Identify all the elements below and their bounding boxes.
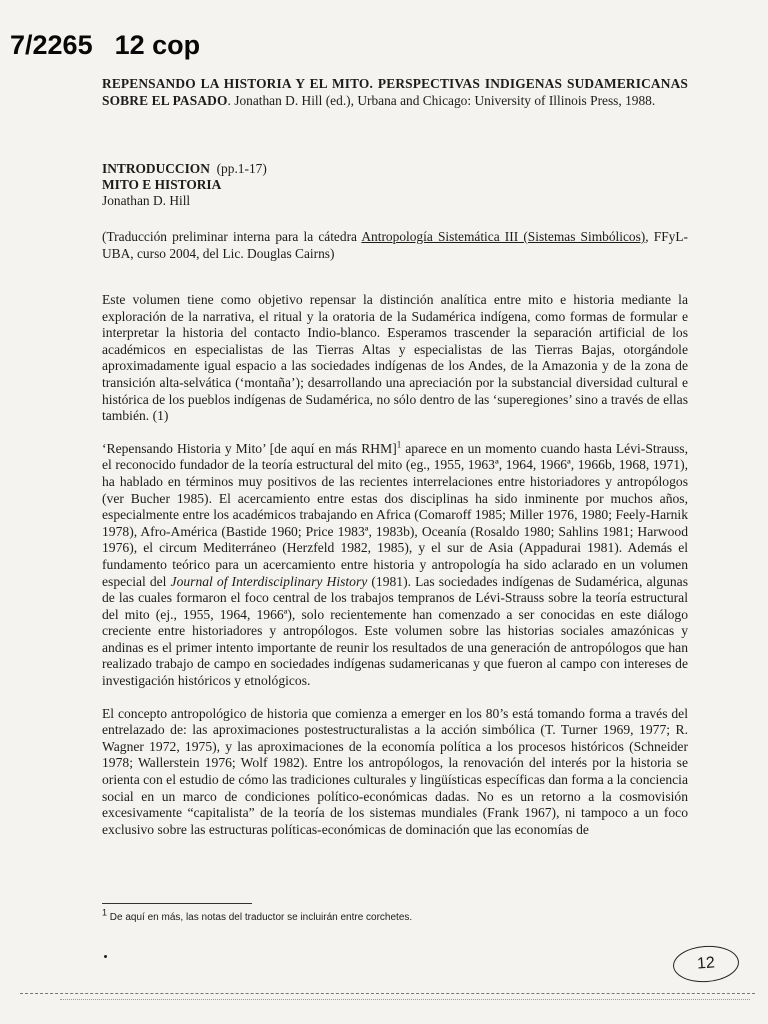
book-citation: . Jonathan D. Hill (ed.), Urbana and Chicago: University of Illinois Press, 1988.	[227, 92, 656, 108]
footnote-text: De aquí en más, las notas del traductor se incluirán entre corchetes.	[107, 912, 413, 923]
body-text	[102, 292, 688, 854]
page-number: 12	[696, 954, 716, 973]
section-title: INTRODUCCION	[102, 161, 210, 176]
paragraph-2-body: aparece en un momento cuando hasta Lévi-Strauss, el reconocido fundador de la teoría estructural del mito (eg., 1955, 1963ª, 1964, 1966ª, 1966b, 1968, 1971), ha hablado en términos muy positivos de las recientes interrelaciones entre historiadores y antropólogos (ver Bucher 1985). El acercamiento entre estas dos disciplinas ha sido inminente por muchos años, especialmente entre los académicos trabajando en Africa (Comaroff 1985; Miller 1976, 1980; Feely-Harnik 1978), Afro-América (Bastide 1960; Price 1983ª, 1983b), Oceanía (Rosaldo 1980; Sahlins 1981; Harwood 1976), el circum Mediterráneo (Herzfeld 1982, 1985), y el sur de Asia (Appadurai 1981). Además el fundamento teórico para un acercamiento entre historia y antropología ha sido aclarado en un volumen especial del	[102, 440, 688, 589]
course-name: Antropología Sistemática III (Sistemas Simbólicos)	[361, 229, 646, 244]
page-number-circled	[672, 944, 740, 985]
catalog-code: 7/2265	[10, 30, 93, 60]
footnote-mark: 1	[102, 907, 108, 918]
chapter-heading	[102, 161, 688, 209]
chapter-subtitle: MITO E HISTORIA	[102, 177, 222, 192]
paragraph-2	[102, 441, 688, 690]
footnote-divider	[102, 903, 252, 904]
scan-edge-line	[20, 993, 755, 994]
bibliographic-header	[102, 76, 688, 109]
footnote-ref: 1	[396, 439, 402, 450]
translation-note-pre: (Traducción preliminar interna para la cátedra	[102, 229, 362, 244]
copy-count: 12 cop	[114, 30, 201, 60]
translation-note	[102, 228, 688, 262]
paragraph-1: Este volumen tiene como objetivo repensar la distinción analítica entre mito e historia mediante la exploración de la narrativa, el ritual y la oratoria de la Sudamérica indígena, como formas de formular e interpretar la historia del contacto Indio-blanco. Esperamos trascender la separación artificial de los académicos en especialistas de las Tierras Altas y especialistas de las Tierras Bajas, otorgándole aproximadamente igual espacio a las sociedades indígenas de los Andes, de la Amazonia y de la zona de transición alta-selvática (‘montaña’); desarrollando una apreciación por la substancial diversidad cultural e histórica de los pueblos indígenas de Sudamérica, no sólo dentro de las ‘superegiones’ sino a través de ellas también. (1)	[102, 292, 688, 424]
handwritten-catalog-note	[10, 30, 200, 61]
scan-edge-line-secondary	[60, 999, 750, 1000]
journal-title: Journal of Interdisciplinary History	[170, 573, 368, 589]
section-pages: (pp.1-17)	[216, 161, 267, 176]
paragraph-2-tail: (1981). Las sociedades indígenas de Sudamérica, algunas de las cuales formaron el foco central de los trabajos tempranos de Lévi-Strauss sobre la teoría estructural del mito (ej., 1955, 1964, 1966ª), solo recientemente han comenzado a ser conocidas en este diálogo creciente entre historiadores y antropólogos. Este volumen sobre las historias sociales amazónicas y andinas es el primer intento importante de reunir los resultados de una generación de antropólogos que han realizado trabajo de campo en sociedades indígenas sudamericanas y que fueron al campo con intereses de investigación históricos y etnológicos.	[102, 573, 689, 689]
translation-note-post: , FFyL-UBA, curso 2004, del Lic. Douglas Cairns)	[102, 229, 689, 261]
paragraph-3: El concepto antropológico de historia que comienza a emerger en los 80’s está tomando forma a través del entrelazado de: las aproximaciones postestructuralistas a la acción simbólica (T. Turner 1969, 1977; R. Wagner 1972, 1975), y las aproximaciones de la economía política a los procesos históricos (Schneider 1978; Wallerstein 1976; Wolf 1982). Entre los antropólogos, la renovación del interés por la historia se orienta con el estudio de cómo las tradiciones culturales y lingüísticas específicas dan forma a la conciencia social en un marco de condiciones político-económicas dadas. No es un retorno a la cosmovisión excesivamente “capitalista” de la teoría de los sistemas mundiales (Frank 1967), ni tampoco a un foco exclusivo sobre las estructuras políticas-económicas de dominación que las economías de	[102, 705, 688, 837]
chapter-author: Jonathan D. Hill	[102, 193, 191, 208]
footnote	[102, 907, 688, 923]
book-title: REPENSANDO LA HISTORIA Y EL MITO. PERSPECTIVAS INDIGENAS SUDAMERICANAS SOBRE EL PASADO	[102, 76, 688, 108]
scan-speck	[104, 955, 107, 958]
paragraph-2-lead: ‘Repensando Historia y Mito’ [de aquí en más RHM]	[102, 440, 397, 456]
